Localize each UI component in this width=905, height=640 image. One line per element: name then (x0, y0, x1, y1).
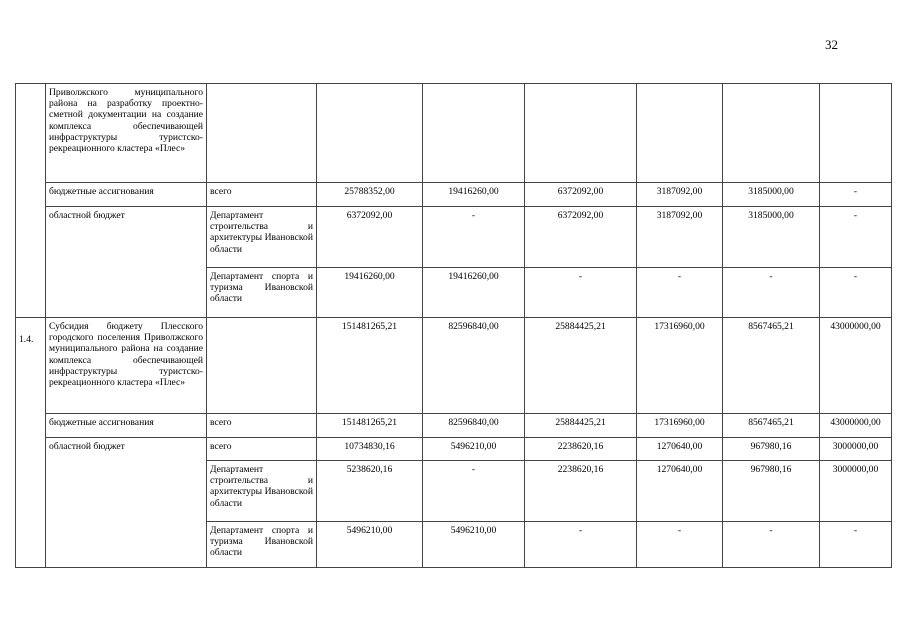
executor-cell: всего (207, 183, 317, 207)
value-cell (423, 84, 525, 183)
value-cell: - (820, 268, 892, 318)
value-cell: 967980,16 (723, 461, 820, 522)
value-total-cell: 5238620,16 (317, 461, 423, 522)
executor-cell (207, 84, 317, 183)
value-cell (820, 84, 892, 183)
value-cell: 82596840,00 (423, 414, 525, 438)
item-name-cell: Приволжского муниципального района на разработку проектно-сметной документации на создание комплекса обеспечивающей инфраструктуры туристско-рекреационного кластера «Плес» (46, 84, 207, 183)
value-cell: 3187092,00 (637, 183, 723, 207)
item-name-cell: Субсидия бюджету Плесского городского поселения Приволжского муниципального района на создание комплекса обеспечивающей инфраструктуры туристско-рекреационного кластера «Плес» (46, 318, 207, 414)
value-cell: 43000000,00 (820, 414, 892, 438)
value-cell: 5496210,00 (423, 522, 525, 568)
table-row (16, 438, 892, 461)
value-cell: 19416260,00 (423, 183, 525, 207)
value-cell: 967980,16 (723, 438, 820, 461)
executor-cell: всего (207, 438, 317, 461)
value-total-cell: 25788352,00 (317, 183, 423, 207)
value-total-cell: 6372092,00 (317, 207, 423, 268)
value-total-cell: 19416260,00 (317, 268, 423, 318)
value-cell: - (637, 522, 723, 568)
value-cell: - (423, 207, 525, 268)
table-row (16, 207, 892, 268)
value-cell (637, 84, 723, 183)
value-total-cell (317, 84, 423, 183)
value-cell: 2238620,16 (525, 438, 637, 461)
value-cell: 3000000,00 (820, 438, 892, 461)
table-row (16, 318, 892, 414)
value-cell: 3185000,00 (723, 183, 820, 207)
value-cell: 25884425,21 (525, 414, 637, 438)
item-name-cell: областной бюджет (46, 207, 207, 318)
value-cell: - (820, 522, 892, 568)
value-cell (723, 84, 820, 183)
value-cell: - (723, 522, 820, 568)
value-cell: 82596840,00 (423, 318, 525, 414)
value-cell: 8567465,21 (723, 318, 820, 414)
value-cell: 19416260,00 (423, 268, 525, 318)
executor-cell: Департамент строительства и архитектуры Ивановской области (207, 207, 317, 268)
value-cell: 43000000,00 (820, 318, 892, 414)
value-total-cell: 151481265,21 (317, 414, 423, 438)
value-total-cell: 151481265,21 (317, 318, 423, 414)
value-cell: 1270640,00 (637, 438, 723, 461)
table-row (16, 84, 892, 183)
value-cell: 6372092,00 (525, 183, 637, 207)
row-number-cell: 1.4. (16, 318, 46, 568)
executor-cell: Департамент спорта и туризма Ивановской области (207, 522, 317, 568)
value-cell: 3185000,00 (723, 207, 820, 268)
table-row (16, 183, 892, 207)
value-cell (525, 84, 637, 183)
executor-cell: Департамент строительства и архитектуры Ивановской области (207, 461, 317, 522)
value-cell: 17316960,00 (637, 414, 723, 438)
value-cell: - (820, 207, 892, 268)
value-total-cell: 10734830,16 (317, 438, 423, 461)
value-cell: 17316960,00 (637, 318, 723, 414)
value-cell: - (723, 268, 820, 318)
value-cell: 3000000,00 (820, 461, 892, 522)
value-cell: - (820, 183, 892, 207)
executor-cell (207, 318, 317, 414)
executor-cell: Департамент спорта и туризма Ивановской области (207, 268, 317, 318)
item-name-cell: областной бюджет (46, 438, 207, 568)
budget-table (15, 83, 892, 568)
value-cell: - (637, 268, 723, 318)
value-cell: 6372092,00 (525, 207, 637, 268)
value-cell: - (423, 461, 525, 522)
value-cell: 8567465,21 (723, 414, 820, 438)
value-cell: 25884425,21 (525, 318, 637, 414)
executor-cell: всего (207, 414, 317, 438)
item-name-cell: бюджетные ассигнования (46, 183, 207, 207)
value-cell: 3187092,00 (637, 207, 723, 268)
value-cell: 1270640,00 (637, 461, 723, 522)
value-cell: - (525, 268, 637, 318)
value-total-cell: 5496210,00 (317, 522, 423, 568)
page-number: 32 (825, 37, 838, 52)
item-name-cell: бюджетные ассигнования (46, 414, 207, 438)
value-cell: 5496210,00 (423, 438, 525, 461)
value-cell: - (525, 522, 637, 568)
row-number-cell (16, 84, 46, 318)
value-cell: 2238620,16 (525, 461, 637, 522)
table-row (16, 414, 892, 438)
